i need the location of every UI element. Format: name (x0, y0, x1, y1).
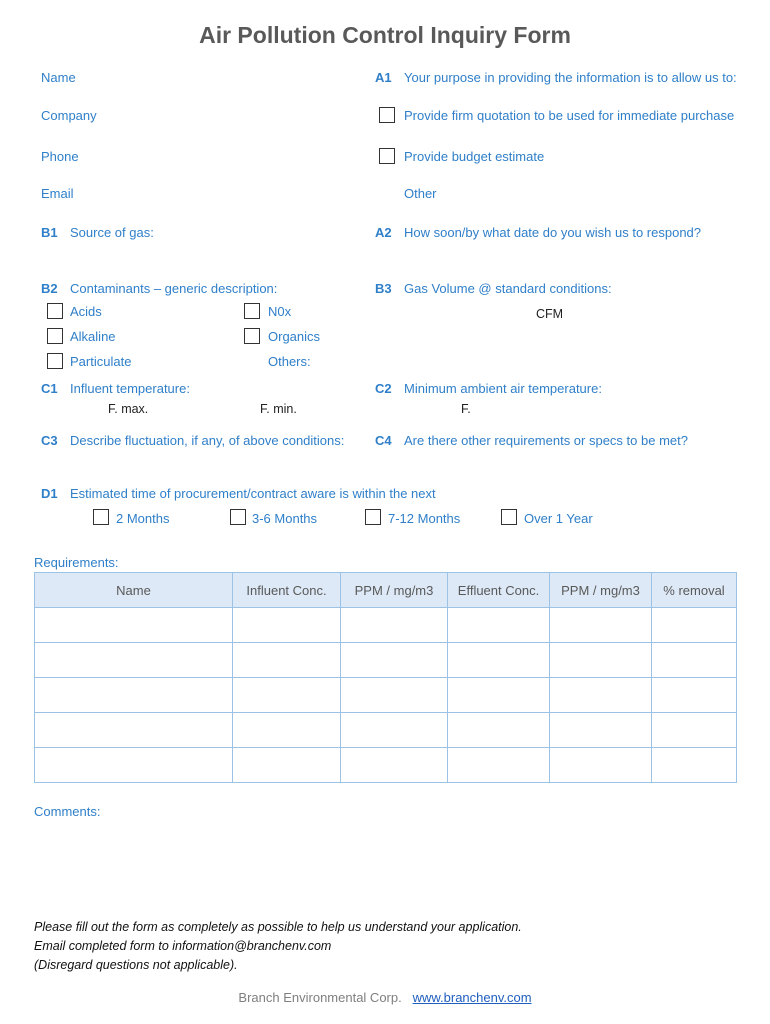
column-header-influent-unit: PPM / mg/m3 (341, 573, 448, 608)
nox-checkbox[interactable] (244, 303, 260, 319)
table-cell[interactable] (35, 608, 233, 643)
quotation-option-label: Provide firm quotation to be used for immediate purchase (404, 108, 735, 123)
table-row (35, 713, 737, 748)
table-cell[interactable] (448, 748, 550, 783)
email-label: Email (41, 186, 74, 201)
acids-checkbox[interactable] (47, 303, 63, 319)
page-title: Air Pollution Control Inquiry Form (199, 22, 571, 48)
c2-code: C2 (375, 381, 392, 396)
requirements-table (34, 572, 737, 783)
fluctuation-label: Describe fluctuation, if any, of above conditions: (70, 433, 345, 448)
table-cell[interactable] (652, 678, 737, 713)
column-header-removal: % removal (652, 573, 737, 608)
b1-code: B1 (41, 225, 58, 240)
table-cell[interactable] (233, 643, 341, 678)
organics-checkbox[interactable] (244, 328, 260, 344)
procurement-time-label: Estimated time of procurement/contract aware is within the next (70, 486, 436, 501)
budget-option-label: Provide budget estimate (404, 149, 545, 164)
instruction-line-2: Email completed form to information@branchenv.com (34, 939, 332, 953)
table-cell[interactable] (652, 608, 737, 643)
other-requirements-label: Are there other requirements or specs to be met? (404, 433, 688, 448)
table-header-row (35, 573, 737, 608)
gas-volume-label: Gas Volume @ standard conditions: (404, 281, 612, 296)
a2-code: A2 (375, 225, 392, 240)
table-cell[interactable] (341, 678, 448, 713)
table-cell[interactable] (35, 713, 233, 748)
instruction-line-1: Please fill out the form as completely as possible to help us understand your application. (34, 920, 522, 934)
table-cell[interactable] (341, 608, 448, 643)
two-months-checkbox[interactable] (93, 509, 109, 525)
budget-checkbox[interactable] (379, 148, 395, 164)
company-label: Company (41, 108, 97, 123)
table-row (35, 678, 737, 713)
table-cell[interactable] (550, 713, 652, 748)
website-link[interactable]: www.branchenv.com (412, 990, 532, 1005)
comments-label: Comments: (34, 804, 101, 819)
column-header-effluent-conc: Effluent Conc. (448, 573, 550, 608)
table-cell[interactable] (233, 713, 341, 748)
cfm-unit: CFM (536, 307, 564, 321)
organics-label: Organics (268, 329, 321, 344)
f-min-unit: F. min. (260, 402, 297, 416)
table-cell[interactable] (550, 678, 652, 713)
column-header-effluent-unit: PPM / mg/m3 (550, 573, 652, 608)
table-cell[interactable] (550, 748, 652, 783)
alkaline-checkbox[interactable] (47, 328, 63, 344)
over-one-year-checkbox[interactable] (501, 509, 517, 525)
table-cell[interactable] (448, 713, 550, 748)
table-row (35, 643, 737, 678)
table-cell[interactable] (233, 748, 341, 783)
ambient-temp-label: Minimum ambient air temperature: (404, 381, 602, 396)
acids-label: Acids (70, 304, 102, 319)
b2-code: B2 (41, 281, 58, 296)
table-cell[interactable] (550, 608, 652, 643)
table-cell[interactable] (341, 748, 448, 783)
table-cell[interactable] (341, 713, 448, 748)
a1-question: Your purpose in providing the information is to allow us to: (404, 70, 737, 85)
a1-code: A1 (375, 70, 392, 85)
c1-code: C1 (41, 381, 58, 396)
c3-code: C3 (41, 433, 58, 448)
c4-code: C4 (375, 433, 392, 448)
b3-code: B3 (375, 281, 392, 296)
table-cell[interactable] (652, 713, 737, 748)
table-cell[interactable] (448, 678, 550, 713)
three-six-months-checkbox[interactable] (230, 509, 246, 525)
table-cell[interactable] (652, 643, 737, 678)
over-one-year-label: Over 1 Year (524, 511, 593, 526)
source-of-gas-label: Source of gas: (70, 225, 154, 240)
influent-temp-label: Influent temperature: (70, 381, 190, 396)
table-cell[interactable] (35, 678, 233, 713)
table-row (35, 608, 737, 643)
table-cell[interactable] (35, 748, 233, 783)
respond-date-label: How soon/by what date do you wish us to respond? (404, 225, 702, 240)
column-header-name: Name (35, 573, 233, 608)
instruction-line-3: (Disregard questions not applicable). (34, 958, 238, 972)
footer-company: Branch Environmental Corp. (238, 990, 402, 1005)
table-row (35, 748, 737, 783)
contaminants-label: Contaminants – generic description: (70, 281, 278, 296)
alkaline-label: Alkaline (70, 329, 116, 344)
table-cell[interactable] (341, 643, 448, 678)
seven-twelve-months-label: 7-12 Months (388, 511, 461, 526)
table-cell[interactable] (233, 608, 341, 643)
two-months-label: 2 Months (116, 511, 170, 526)
f-unit: F. (461, 402, 471, 416)
particulate-checkbox[interactable] (47, 353, 63, 369)
table-cell[interactable] (652, 748, 737, 783)
others-label: Others: (268, 354, 311, 369)
table-cell[interactable] (448, 643, 550, 678)
phone-label: Phone (41, 149, 79, 164)
seven-twelve-months-checkbox[interactable] (365, 509, 381, 525)
d1-code: D1 (41, 486, 58, 501)
table-cell[interactable] (448, 608, 550, 643)
name-label: Name (41, 70, 76, 85)
other-label: Other (404, 186, 437, 201)
requirements-label: Requirements: (34, 555, 119, 570)
table-cell[interactable] (550, 643, 652, 678)
footer (0, 990, 770, 1005)
column-header-influent-conc: Influent Conc. (233, 573, 341, 608)
table-cell[interactable] (233, 678, 341, 713)
nox-label: N0x (268, 304, 292, 319)
particulate-label: Particulate (70, 354, 132, 369)
three-six-months-label: 3-6 Months (252, 511, 318, 526)
f-max-unit: F. max. (108, 402, 149, 416)
quotation-checkbox[interactable] (379, 107, 395, 123)
table-cell[interactable] (35, 643, 233, 678)
